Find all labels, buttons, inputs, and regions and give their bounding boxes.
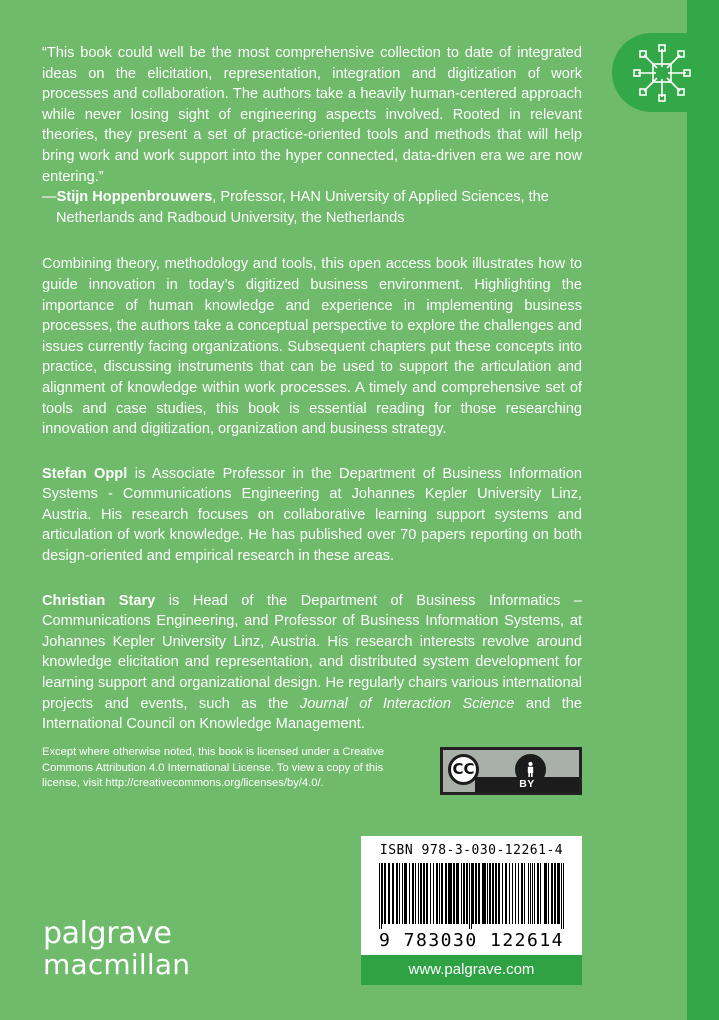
licence-row (42, 745, 582, 795)
attribution-em-dash: — (42, 189, 57, 206)
back-cover-text-column (42, 0, 582, 735)
endorsement-quote: “This book could well be the most comprehensive collection to date of integrated ideas on the elicitation, representation, integration and digitization of work processes and collaboration. The authors take a heavily human-centered approach while never losing sight of engineering aspects involved. Rooted in relevant theories, they present a set of practice-oriented tools and methods that will help bring work and work support into the hyper connected, data-driven era we are now entering.” (42, 45, 582, 185)
cc-by-label: BY (475, 777, 579, 792)
isbn-text: ISBN 978-3-030-12261-4 (379, 843, 564, 858)
isbn-barcode-panel (361, 836, 582, 985)
author-bio-christian-stary (42, 591, 582, 735)
author-bio-text-stefan-oppl: is Associate Professor in the Department of Business Information Systems - Communications Engineering at Johannes Kepler University Linz, Austria. His research focuses on collaborative learning support systems and articulation of work knowledge. He has published over 70 papers reporting on both design-oriented and empirical research in these areas. (42, 465, 582, 565)
publisher-wordmark (43, 918, 190, 979)
cc-badge-inner (443, 750, 579, 792)
ean13-digits: 9 783030 122614 (378, 930, 565, 951)
creative-commons-by-badge (440, 747, 582, 795)
ean13-barcode-bars (379, 863, 564, 929)
author-name-christian-stary: Christian Stary (42, 592, 156, 609)
attribution-affiliation: , Professor, HAN University of Applied Sciences, the Netherlands and Radboud University, the Netherlands (56, 189, 549, 226)
author-bio-stefan-oppl (42, 464, 582, 567)
licence-statement: Except where otherwise noted, this book is licensed under a Creative Commons Attribution 4.0 International License. To view a copy of this license, visit http://creativecommons.org/licenses/by/4.0/. (42, 746, 385, 790)
author-name-stefan-oppl: Stefan Oppl (42, 465, 128, 482)
publisher-name-line1: palgrave (43, 916, 172, 951)
author-bio-text-christian-stary-part1: is Head of the Department of Business Informatics – Communications Engineering, and Professor of Business Information Systems, at Johannes Kepler University Linz, Austria. His research interests revolve around knowledge elicitation and representation, and distributed system development for learning support and organizational design. He regularly chairs various international projects and events, such as the (42, 592, 582, 712)
endorsement-attribution (42, 187, 582, 228)
attribution-name: Stijn Hoppenbrouwers (56, 189, 213, 206)
palgrave-network-node-icon (629, 40, 695, 106)
author-bio-text-christian-stary-part2: and the International Council on Knowledge Management. (42, 695, 583, 733)
cc-glyph-label: CC (452, 760, 475, 778)
right-edge-accent-stripe (687, 0, 719, 1020)
publisher-website-bar: www.palgrave.com (361, 955, 582, 985)
journal-title-italic: Journal of Interaction Science (299, 695, 515, 712)
book-description: Combining theory, methodology and tools, this open access book illustrates how to guide innovation in today’s digitized business environment. Highlighting the importance of human knowledge and experience in implementing business processes, the authors take a conceptual perspective to explore the challenges and issues currently facing organizations. Subsequent chapters put these concepts into practice, discussing instruments that can be used to support the articulation and alignment of knowledge within work processes. A timely and comprehensive set of tools and case studies, this book is essential reading for those researching innovation and digitization, organization and business strategy. (42, 256, 582, 438)
publisher-name-line2: macmillan (43, 947, 191, 981)
